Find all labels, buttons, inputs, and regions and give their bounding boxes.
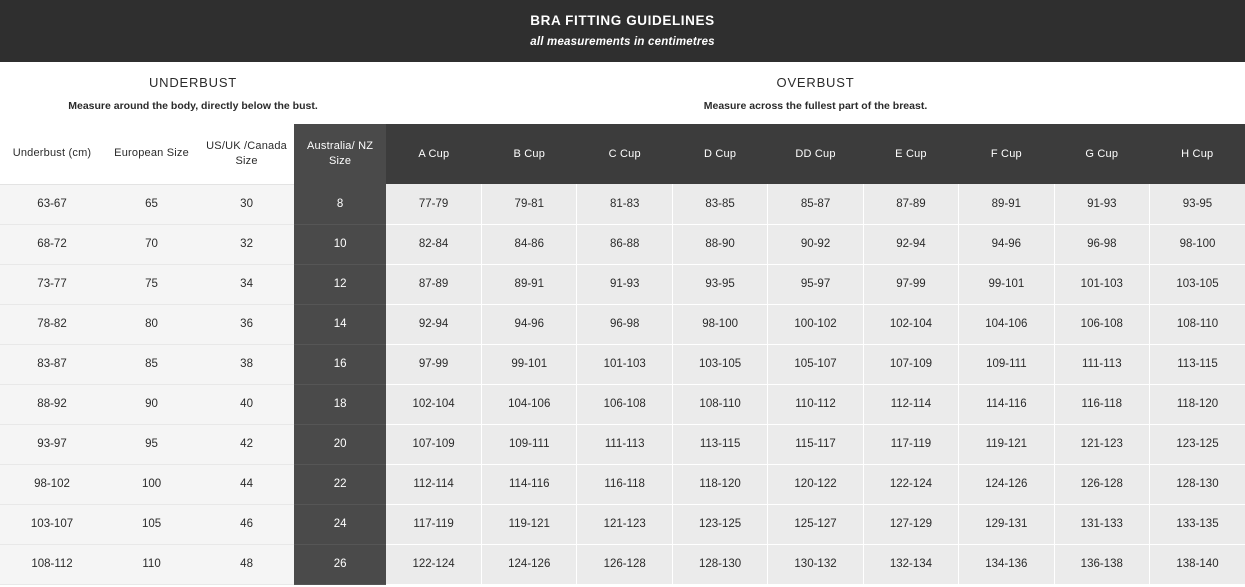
cell-a-cup: 77-79 [386, 184, 481, 224]
cell-usuk: 32 [199, 224, 294, 264]
cell-f-cup: 94-96 [959, 224, 1054, 264]
cell-b-cup: 119-121 [482, 504, 577, 544]
cell-h-cup: 113-115 [1150, 344, 1245, 384]
cell-european: 75 [104, 264, 199, 304]
cell-a-cup: 117-119 [386, 504, 481, 544]
page-subtitle: all measurements in centimetres [530, 36, 715, 48]
cell-d-cup: 113-115 [672, 424, 767, 464]
cell-european: 110 [104, 544, 199, 584]
cell-b-cup: 99-101 [482, 344, 577, 384]
size-table [0, 124, 1245, 585]
cell-f-cup: 124-126 [959, 464, 1054, 504]
cell-d-cup: 123-125 [672, 504, 767, 544]
cell-d-cup: 98-100 [672, 304, 767, 344]
cell-b-cup: 84-86 [482, 224, 577, 264]
cell-australia: 14 [294, 304, 386, 344]
cell-e-cup: 92-94 [863, 224, 958, 264]
cell-usuk: 34 [199, 264, 294, 304]
cell-usuk: 44 [199, 464, 294, 504]
cell-h-cup: 128-130 [1150, 464, 1245, 504]
title-banner [0, 0, 1245, 62]
cell-g-cup: 121-123 [1054, 424, 1149, 464]
cell-underbust: 83-87 [0, 344, 104, 384]
table-row [0, 184, 1245, 224]
cell-european: 70 [104, 224, 199, 264]
cell-c-cup: 126-128 [577, 544, 672, 584]
cell-usuk: 36 [199, 304, 294, 344]
table-row [0, 464, 1245, 504]
cell-usuk: 30 [199, 184, 294, 224]
cell-c-cup: 121-123 [577, 504, 672, 544]
cell-c-cup: 81-83 [577, 184, 672, 224]
cell-european: 100 [104, 464, 199, 504]
cell-dd-cup: 95-97 [768, 264, 863, 304]
cell-h-cup: 98-100 [1150, 224, 1245, 264]
cell-g-cup: 106-108 [1054, 304, 1149, 344]
cell-f-cup: 89-91 [959, 184, 1054, 224]
cell-e-cup: 112-114 [863, 384, 958, 424]
table-row [0, 384, 1245, 424]
cell-b-cup: 89-91 [482, 264, 577, 304]
section-underbust-title: UNDERBUST [148, 75, 238, 90]
column-header-g-cup: G Cup [1054, 124, 1149, 184]
cell-h-cup: 118-120 [1150, 384, 1245, 424]
cell-e-cup: 107-109 [863, 344, 958, 384]
cell-d-cup: 93-95 [672, 264, 767, 304]
cell-underbust: 63-67 [0, 184, 104, 224]
cell-b-cup: 79-81 [482, 184, 577, 224]
cell-h-cup: 133-135 [1150, 504, 1245, 544]
cell-australia: 10 [294, 224, 386, 264]
section-underbust-note: Measure around the body, directly below the bust. [68, 100, 318, 112]
cell-underbust: 78-82 [0, 304, 104, 344]
column-header-e-cup: E Cup [863, 124, 958, 184]
column-header-d-cup: D Cup [672, 124, 767, 184]
cell-c-cup: 106-108 [577, 384, 672, 424]
cell-e-cup: 132-134 [863, 544, 958, 584]
cell-dd-cup: 85-87 [768, 184, 863, 224]
cell-dd-cup: 105-107 [768, 344, 863, 384]
cell-australia: 16 [294, 344, 386, 384]
section-overbust-title: OVERBUST [776, 75, 855, 90]
cell-dd-cup: 100-102 [768, 304, 863, 344]
cell-d-cup: 128-130 [672, 544, 767, 584]
cell-f-cup: 99-101 [959, 264, 1054, 304]
cell-d-cup: 83-85 [672, 184, 767, 224]
column-header-australia: Australia/ NZ Size [294, 124, 386, 184]
cell-dd-cup: 110-112 [768, 384, 863, 424]
cell-a-cup: 107-109 [386, 424, 481, 464]
cell-a-cup: 92-94 [386, 304, 481, 344]
cell-underbust: 88-92 [0, 384, 104, 424]
cell-d-cup: 103-105 [672, 344, 767, 384]
cell-g-cup: 101-103 [1054, 264, 1149, 304]
cell-f-cup: 114-116 [959, 384, 1054, 424]
cell-b-cup: 94-96 [482, 304, 577, 344]
cell-h-cup: 138-140 [1150, 544, 1245, 584]
cell-a-cup: 87-89 [386, 264, 481, 304]
cell-c-cup: 96-98 [577, 304, 672, 344]
cell-g-cup: 131-133 [1054, 504, 1149, 544]
cell-european: 95 [104, 424, 199, 464]
cell-usuk: 40 [199, 384, 294, 424]
cell-g-cup: 111-113 [1054, 344, 1149, 384]
cell-australia: 18 [294, 384, 386, 424]
cell-dd-cup: 115-117 [768, 424, 863, 464]
cell-e-cup: 87-89 [863, 184, 958, 224]
cell-h-cup: 123-125 [1150, 424, 1245, 464]
cell-c-cup: 111-113 [577, 424, 672, 464]
cell-a-cup: 102-104 [386, 384, 481, 424]
cell-c-cup: 101-103 [577, 344, 672, 384]
cell-a-cup: 112-114 [386, 464, 481, 504]
cell-underbust: 108-112 [0, 544, 104, 584]
cell-f-cup: 134-136 [959, 544, 1054, 584]
section-headings [0, 62, 1245, 124]
cell-underbust: 98-102 [0, 464, 104, 504]
cell-d-cup: 118-120 [672, 464, 767, 504]
column-header-usuk: US/UK /Canada Size [199, 124, 294, 184]
cell-f-cup: 109-111 [959, 344, 1054, 384]
table-row [0, 424, 1245, 464]
cell-australia: 26 [294, 544, 386, 584]
table-row [0, 224, 1245, 264]
cell-underbust: 103-107 [0, 504, 104, 544]
cell-a-cup: 122-124 [386, 544, 481, 584]
cell-b-cup: 114-116 [482, 464, 577, 504]
cell-c-cup: 91-93 [577, 264, 672, 304]
table-row [0, 504, 1245, 544]
table-row [0, 544, 1245, 584]
cell-b-cup: 109-111 [482, 424, 577, 464]
table-row [0, 304, 1245, 344]
cell-australia: 22 [294, 464, 386, 504]
cell-usuk: 46 [199, 504, 294, 544]
column-header-c-cup: C Cup [577, 124, 672, 184]
cell-underbust: 93-97 [0, 424, 104, 464]
table-header-row [0, 124, 1245, 184]
table-header [0, 124, 1245, 184]
cell-e-cup: 122-124 [863, 464, 958, 504]
cell-c-cup: 86-88 [577, 224, 672, 264]
cell-dd-cup: 90-92 [768, 224, 863, 264]
column-header-underbust: Underbust (cm) [0, 124, 104, 184]
cell-f-cup: 119-121 [959, 424, 1054, 464]
cell-c-cup: 116-118 [577, 464, 672, 504]
column-header-dd-cup: DD Cup [768, 124, 863, 184]
cell-a-cup: 82-84 [386, 224, 481, 264]
cell-g-cup: 91-93 [1054, 184, 1149, 224]
cell-australia: 20 [294, 424, 386, 464]
table-row [0, 344, 1245, 384]
cell-g-cup: 96-98 [1054, 224, 1149, 264]
cell-f-cup: 104-106 [959, 304, 1054, 344]
cell-e-cup: 117-119 [863, 424, 958, 464]
cell-d-cup: 108-110 [672, 384, 767, 424]
cell-australia: 8 [294, 184, 386, 224]
column-header-b-cup: B Cup [482, 124, 577, 184]
page-title: BRA FITTING GUIDELINES [530, 13, 715, 28]
cell-e-cup: 97-99 [863, 264, 958, 304]
table-body [0, 184, 1245, 584]
cell-dd-cup: 125-127 [768, 504, 863, 544]
cell-dd-cup: 120-122 [768, 464, 863, 504]
column-header-european: European Size [104, 124, 199, 184]
cell-h-cup: 108-110 [1150, 304, 1245, 344]
section-underbust [0, 62, 386, 124]
column-header-f-cup: F Cup [959, 124, 1054, 184]
cell-european: 80 [104, 304, 199, 344]
cell-g-cup: 136-138 [1054, 544, 1149, 584]
cell-underbust: 68-72 [0, 224, 104, 264]
cell-european: 65 [104, 184, 199, 224]
cell-b-cup: 104-106 [482, 384, 577, 424]
section-overbust-note: Measure across the fullest part of the breast. [703, 100, 928, 112]
cell-underbust: 73-77 [0, 264, 104, 304]
cell-european: 90 [104, 384, 199, 424]
cell-a-cup: 97-99 [386, 344, 481, 384]
cell-d-cup: 88-90 [672, 224, 767, 264]
cell-g-cup: 126-128 [1054, 464, 1149, 504]
table-row [0, 264, 1245, 304]
cell-australia: 24 [294, 504, 386, 544]
cell-usuk: 48 [199, 544, 294, 584]
section-overbust [386, 62, 1245, 124]
cell-european: 85 [104, 344, 199, 384]
cell-usuk: 42 [199, 424, 294, 464]
column-header-h-cup: H Cup [1150, 124, 1245, 184]
cell-h-cup: 103-105 [1150, 264, 1245, 304]
cell-f-cup: 129-131 [959, 504, 1054, 544]
cell-e-cup: 127-129 [863, 504, 958, 544]
column-header-a-cup: A Cup [386, 124, 481, 184]
cell-australia: 12 [294, 264, 386, 304]
cell-b-cup: 124-126 [482, 544, 577, 584]
cell-g-cup: 116-118 [1054, 384, 1149, 424]
cell-european: 105 [104, 504, 199, 544]
cell-e-cup: 102-104 [863, 304, 958, 344]
cell-usuk: 38 [199, 344, 294, 384]
cell-h-cup: 93-95 [1150, 184, 1245, 224]
cell-dd-cup: 130-132 [768, 544, 863, 584]
